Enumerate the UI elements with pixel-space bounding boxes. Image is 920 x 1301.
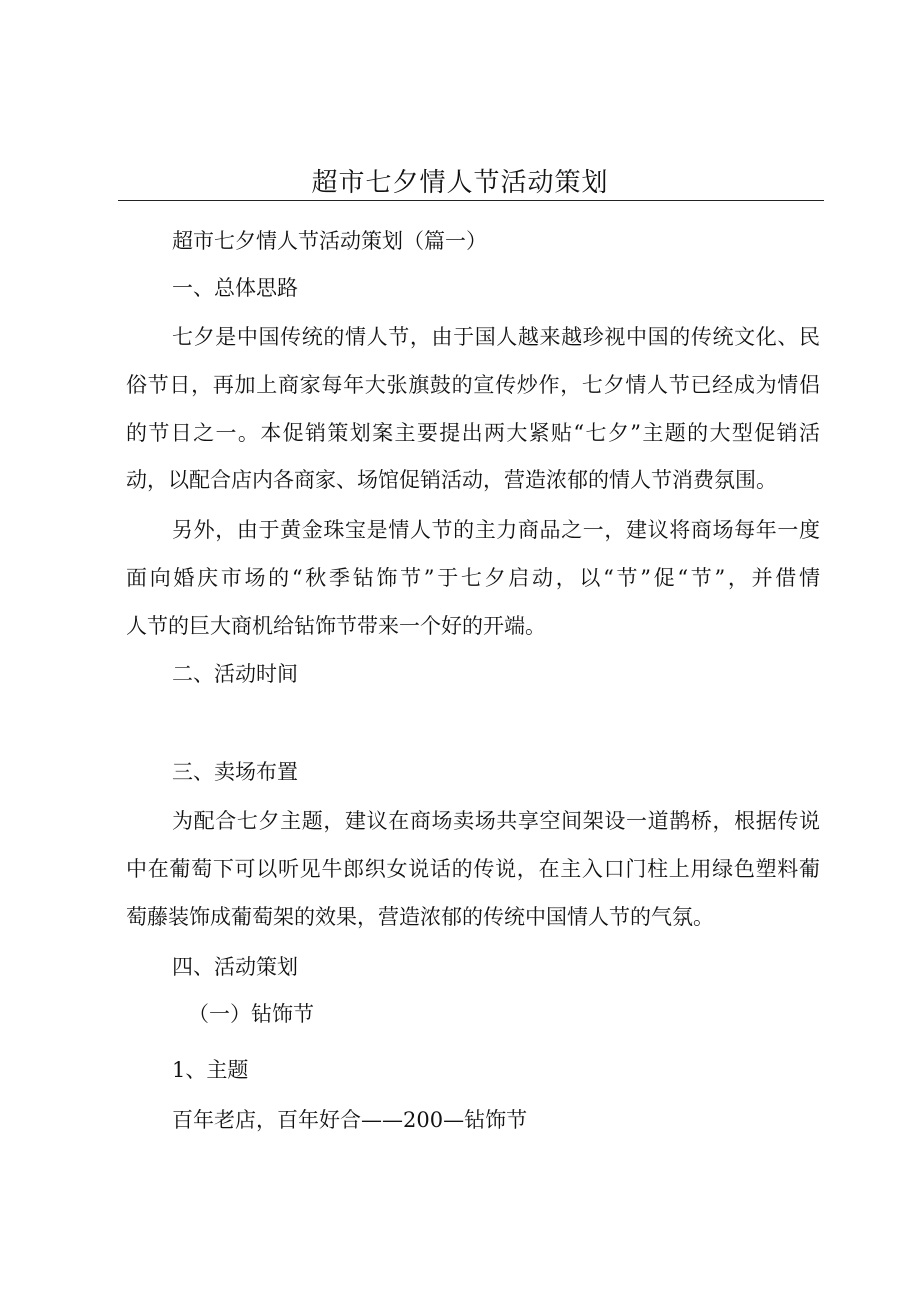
paragraph-line: 七夕是中国传统的情人节，由于国人越来越珍视中国的传统文化、民	[172, 325, 820, 349]
title-underline	[118, 200, 824, 201]
paragraph-line: 俗节日，再加上商家每年大张旗鼓的宣传炒作，七夕情人节已经成为情侣	[126, 373, 820, 397]
paragraph-line: 另外，由于黄金珠宝是情人节的主力商品之一，建议将商场每年一度	[172, 518, 820, 542]
section-heading-4: 四、活动策划	[172, 955, 298, 979]
subsection-heading: （一）钻饰节	[188, 1002, 314, 1026]
document-title: 超市七夕情人节活动策划	[311, 168, 609, 198]
paragraph-line: 中在葡萄下可以听见牛郎织女说话的传说，在主入口门柱上用绿色塑料葡	[126, 857, 820, 881]
section-heading-2: 二、活动时间	[172, 662, 298, 686]
theme-text: 百年老店，百年好合——200—钻饰节	[172, 1108, 528, 1132]
item-heading: 1、主题	[172, 1058, 249, 1082]
paragraph-line: 人节的巨大商机给钻饰节带来一个好的开端。	[126, 614, 546, 638]
paragraph-line: 萄藤装饰成葡萄架的效果，营造浓郁的传统中国情人节的气氛。	[126, 905, 714, 929]
section-heading-1: 一、总体思路	[172, 276, 298, 300]
section-heading-3: 三、卖场布置	[172, 760, 298, 784]
paragraph-line: 的节日之一。本促销策划案主要提出两大紧贴“七夕”主题的大型促销活	[126, 421, 820, 445]
paragraph-line: 为配合七夕主题，建议在商场卖场共享空间架设一道鹊桥，根据传说	[172, 809, 820, 833]
paragraph-line: 面向婚庆市场的“秋季钻饰节”于七夕启动，以“节”促“节”，并借情	[126, 566, 820, 590]
paragraph-line: 动，以配合店内各商家、场馆促销活动，营造浓郁的情人节消费氛围。	[126, 468, 777, 492]
subtitle: 超市七夕情人节活动策划（篇一）	[172, 229, 487, 253]
